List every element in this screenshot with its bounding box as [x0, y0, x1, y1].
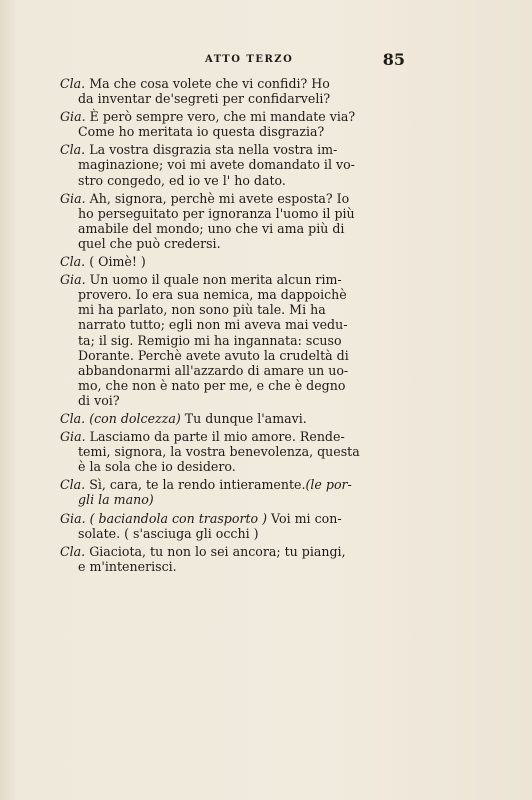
speech-line: ho perseguitato per ignoranza l'uomo il più — [78, 205, 355, 221]
speech-line: La vostra disgrazia sta nella vostra im- — [89, 142, 338, 158]
stage-direction: ( Oimè! ) — [89, 254, 146, 270]
speech-line: Come ho meritata io questa disgrazia? — [78, 124, 325, 140]
speech-line: solate. ( s'asciuga gli occhi ) — [78, 525, 259, 541]
speech-line: Ah, signora, perchè mi avete esposta? Io — [89, 190, 350, 206]
speech-line: Voi mi con- — [271, 510, 342, 526]
speaker-name: Gia. — [60, 190, 86, 206]
speech-line: abbandonarmi all'azzardo di amare un uo- — [78, 362, 349, 378]
speech-block — [60, 511, 406, 541]
stage-direction: ( baciandola con trasporto ) — [89, 510, 268, 526]
speech-line: Un uomo il quale non merita alcun rim- — [89, 272, 342, 288]
speech-line: Dorante. Perchè avete avuto la crudeltà di — [78, 347, 349, 363]
speech-line: quel che può credersi. — [78, 235, 221, 251]
speaker-name: Gia. — [60, 109, 86, 125]
speech-block — [60, 109, 406, 139]
speaker-name: Cla. — [60, 254, 86, 270]
speech-line: e m'intenerisci. — [78, 558, 177, 574]
stage-direction: (con dolcezza) — [89, 410, 181, 426]
stage-direction: gli la mano) — [78, 492, 154, 508]
speech-line: provero. Io era sua nemica, ma dappoichè — [78, 287, 347, 303]
speech-line: Ma che cosa volete che vi confidi? Ho — [89, 76, 330, 91]
speech-block — [60, 477, 406, 507]
speech-line: stro congedo, ed io ve l' ho dato. — [78, 172, 286, 188]
page-number: 85 — [382, 50, 405, 69]
speech-line: amabile del mondo; uno che vi ama più di — [78, 220, 345, 236]
speech-line: narrato tutto; egli non mi aveva mai vedu- — [78, 317, 348, 333]
speech-line: ta; il sig. Remigio mi ha ingannata: scuso — [78, 332, 342, 348]
speech-block — [60, 429, 406, 474]
speaker-name: Cla. — [60, 477, 86, 493]
speaker-name: Cla. — [60, 543, 86, 559]
speech-line: temi, signora, la vostra benevolenza, questa — [78, 444, 360, 460]
speaker-name: Cla. — [60, 410, 86, 426]
speech-block — [60, 142, 406, 187]
dialogue-text — [60, 76, 406, 577]
speech-block — [60, 191, 406, 251]
speech-line: mo, che non è nato per me, e che è degno — [78, 377, 346, 393]
speaker-name: Cla. — [60, 76, 86, 91]
speech-line: da inventar de'segreti per confidarveli? — [78, 91, 331, 107]
speech-line: mi ha parlato, non sono più tale. Mi ha — [78, 302, 326, 318]
speech-block — [60, 76, 406, 106]
page-header — [60, 50, 405, 74]
speech-line: maginazione; voi mi avete domandato il vo- — [78, 157, 355, 173]
running-title: ATTO TERZO — [205, 54, 294, 65]
speech-block — [60, 272, 406, 408]
speech-line: di voi? — [78, 392, 120, 408]
speaker-name: Gia. — [60, 510, 86, 526]
speech-line: Sì, cara, te la rendo intieramente. — [89, 477, 306, 493]
speech-line: Lasciamo da parte il mio amore. Rende- — [89, 429, 345, 445]
speech-block — [60, 544, 406, 574]
speaker-name: Cla. — [60, 142, 86, 158]
speaker-name: Gia. — [60, 272, 86, 288]
speech-block — [60, 254, 406, 269]
speech-line: è la sola che io desidero. — [78, 459, 236, 475]
speech-block — [60, 411, 406, 426]
stage-direction: (le por- — [305, 477, 352, 493]
speaker-name: Gia. — [60, 429, 86, 445]
speech-line: Giaciota, tu non lo sei ancora; tu piangi, — [89, 543, 346, 559]
speech-line: Tu dunque l'amavi. — [184, 410, 307, 426]
speech-line: È però sempre vero, che mi mandate via? — [89, 109, 356, 125]
